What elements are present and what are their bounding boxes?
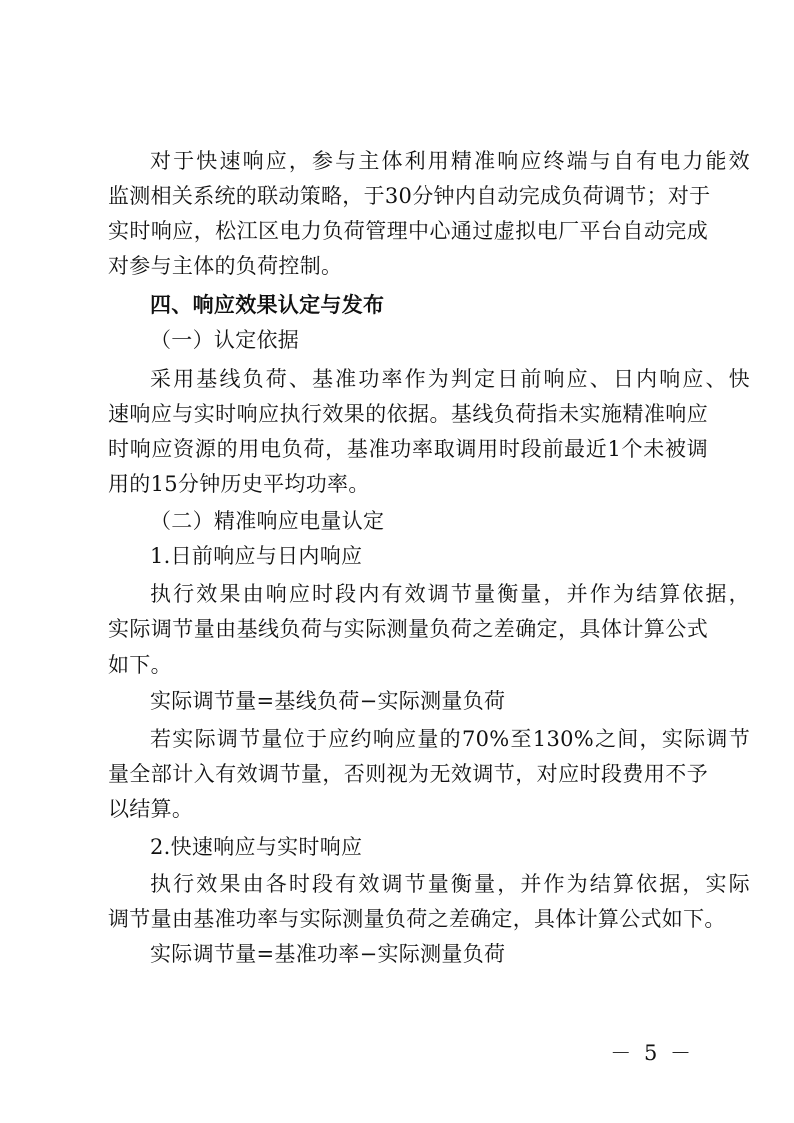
paragraph-line: 对参与主体的负荷控制。 — [108, 254, 343, 278]
formula-line: 实际调节量=基准功率−实际测量负荷 — [150, 942, 506, 966]
formula-line: 实际调节量=基线负荷−实际测量负荷 — [150, 689, 506, 713]
item-heading: 2.快速响应与实时响应 — [150, 835, 363, 859]
section-heading: 四、响应效果认定与发布 — [150, 292, 385, 317]
paragraph-line: 采用基线负荷、基准功率作为判定日前响应、日内响应、快 — [150, 367, 750, 391]
paragraph-line: 实际调节量由基线负荷与实际测量负荷之差确定，具体计算公式 — [108, 617, 708, 641]
subsection-heading: （一）认定依据 — [150, 328, 300, 352]
paragraph-line: 量全部计入有效调节量，否则视为无效调节，对应时段费用不予 — [108, 762, 708, 786]
paragraph-line: 监测相关系统的联动策略，于30分钟内自动完成负荷调节；对于 — [108, 184, 711, 208]
paragraph-line: 以结算。 — [108, 797, 194, 821]
paragraph-line: 如下。 — [108, 653, 172, 677]
paragraph-line: 用的15分钟历史平均功率。 — [108, 472, 370, 496]
paragraph-line: 实时响应，松江区电力负荷管理中心通过虚拟电厂平台自动完成 — [108, 219, 708, 243]
paragraph-line: 速响应与实时响应执行效果的依据。基线负荷指未实施精准响应 — [108, 402, 708, 426]
subsection-heading: （二）精准响应电量认定 — [150, 509, 385, 533]
paragraph-line: 若实际调节量位于应约响应量的70%至130%之间，实际调节 — [150, 727, 750, 751]
paragraph-line: 执行效果由响应时段内有效调节量衡量，并作为结算依据， — [150, 582, 750, 606]
paragraph-line: 调节量由基准功率与实际测量负荷之差确定，具体计算公式如下。 — [108, 907, 726, 931]
item-heading: 1.日前响应与日内响应 — [150, 544, 363, 568]
paragraph-line: 对于快速响应，参与主体利用精准响应终端与自有电力能效 — [150, 149, 750, 173]
page-number: － 5 － — [610, 1041, 694, 1065]
paragraph-line: 时响应资源的用电负荷，基准功率取调用时段前最近1个未被调 — [108, 437, 708, 461]
paragraph-line: 执行效果由各时段有效调节量衡量，并作为结算依据，实际 — [150, 872, 750, 896]
